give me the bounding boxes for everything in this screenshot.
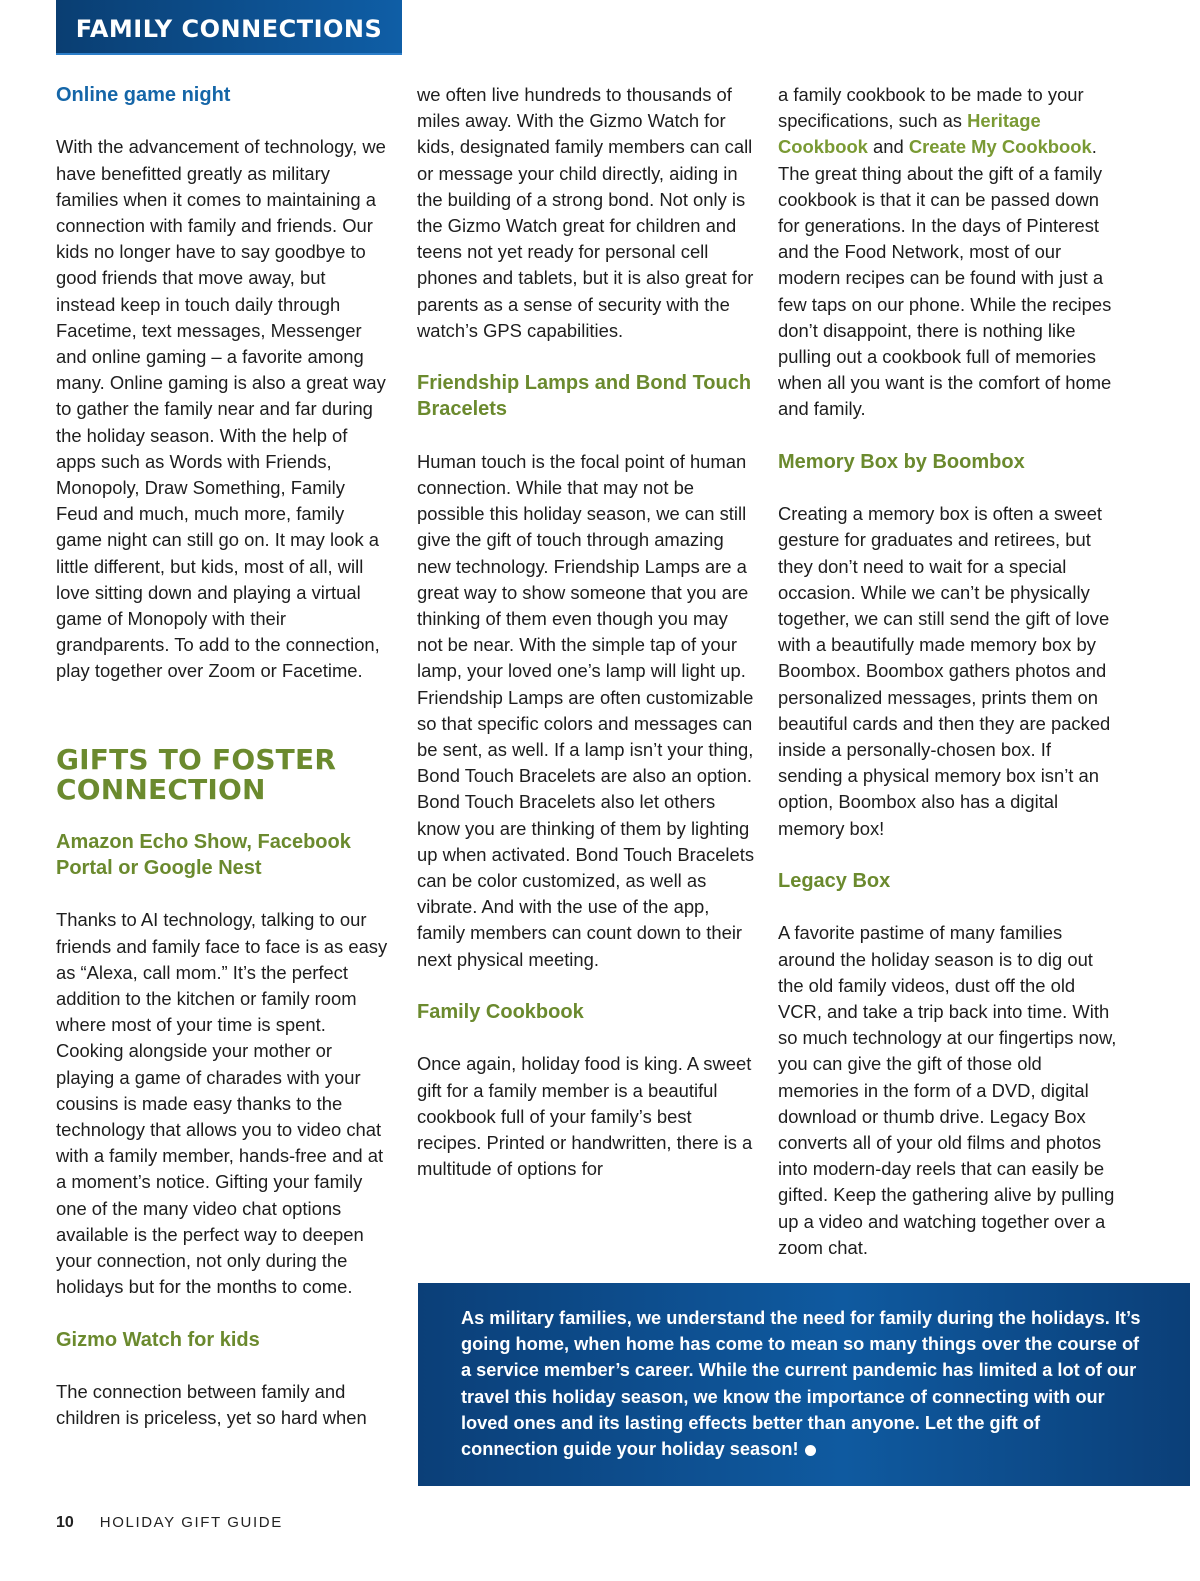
section-banner: FAMILY CONNECTIONS xyxy=(56,0,402,55)
text-span: . The great thing about the gift of a family cookbook is that it can be passed down for generations. In the days of Pinterest and the Food Network, most of our modern recipes can be found with just a few taps on our phone. While the recipes don’t disappoint, there is nothing like pulling out a cookbook full of memories when all you want is the comfort of home and family. xyxy=(778,136,1112,420)
heading-friendship-lamps: Friendship Lamps and Bond Touch Bracelets xyxy=(417,372,752,421)
heading-gizmo-watch: Gizmo Watch for kids xyxy=(56,1328,260,1351)
text-span: and xyxy=(867,136,909,158)
paragraph-family-cookbook: Once again, holiday food is king. A sweet gift for a family member is a beautiful cookbook full of your family’s best recipes. Printed or handwritten, there is a multitude of options for xyxy=(417,1053,753,1180)
paragraph-gizmo-watch-continued: we often live hundreds to thousands of miles away. With the Gizmo Watch for kids, designated family members can call or message your child directly, aiding in the building of a strong bond. Not only is the Gizmo Watch great for children and teens not yet ready for personal cell phones and tablets, but it is also great for parents as a sense of security with the watch’s GPS capabilities. xyxy=(417,84,754,341)
heading-legacy-box: Legacy Box xyxy=(778,870,891,893)
heading-memory-box: Memory Box by Boombox xyxy=(778,450,1025,473)
paragraph-legacy-box: A favorite pastime of many families around the holiday season is to dig out the old family videos, dust off the old VCR, and take a trip back into time. With so much technology at our fingertips now, you can give the gift of those old memories in the form of a DVD, digital download or thumb drive. Legacy Box converts all of your old films and photos into modern-day reels that can easily be gifted. Keep the gathering alive by pulling up a video and watching together over a zoom chat. xyxy=(778,922,1117,1258)
heading-online-game-night: Online game night xyxy=(56,84,231,106)
heading-gifts-to-foster-connection: GIFTS TO FOSTER CONNECTION xyxy=(56,742,337,806)
spacer xyxy=(56,711,388,745)
paragraph-gizmo-watch: The connection between family and children is priceless, yet so hard when xyxy=(56,1381,367,1429)
paragraph-online-game-night: With the advancement of technology, we have benefitted greatly as military families when it comes to maintaining a connection with family and friends. Our kids no longer have to say goodbye to good friends that move away, but instead keep in touch daily through Facetime, text messages, Messenger and online gaming – a favorite among many. Online gaming is also a great way to gather the family near and far during the holiday season. With the help of apps such as Words with Friends, Monopoly, Draw Something, Family Feud and much, much more, family game night can still go on. It may look a little different, but kids, most of all, will love sitting down and playing a virtual game of Monopoly with their grandparents. To add to the connection, play together over Zoom or Facetime. xyxy=(56,136,386,682)
callout-box xyxy=(418,1283,1190,1486)
column-3 xyxy=(778,82,1118,1261)
text-span: a family cookbook to be made to your specifications, such as xyxy=(778,84,1084,132)
paragraph-memory-box: Creating a memory box is often a sweet gesture for graduates and retirees, but they don’t need to wait for a special occasion. While we can’t be physically together, we can still send the gift of love with a beautifully made memory box by Boombox. Boombox gathers photos and personalized messages, prints them on beautiful cards and then they are packed inside a personally-chosen box. If sending a physical memory box isn’t an option, Boombox also has a digital memory box! xyxy=(778,503,1111,839)
paragraph-echo-portal-nest: Thanks to AI technology, talking to our friends and family face to face is as easy as “Alexa, call mom.” It’s the perfect addition to the kitchen or family room where most of your time is spent. Cooking alongside your mother or playing a game of charades with your cousins is made easy thanks to the technology that allows you to video chat with a family member, hands-free and at a moment’s notice. Gifting your family one of the many video chat options available is the perfect way to deepen your connection, not only during the holidays but for the months to come. xyxy=(56,909,388,1298)
column-1 xyxy=(56,82,388,1431)
link-create-my-cookbook[interactable]: Create My Cookbook xyxy=(908,136,1092,158)
paragraph-friendship-lamps: Human touch is the focal point of human connection. While that may not be possible this holiday season, we can still give the gift of touch through amazing new technology. Friendship Lamps are a great way to show someone that you are thinking of them even though you may not be near. With the simple tap of your lamp, your loved one’s lamp will light up. Friendship Lamps are often customizable so that specific colors and messages can be sent, as well. If a lamp isn’t your thing, Bond Touch Bracelets are also an option. Bond Touch Bracelets also let others know you are thinking of them by lighting up when activated. Bond Touch Bracelets can be color customized, as well as vibrate. And with the use of the app, family members can count down to their next physical meeting. xyxy=(417,450,755,970)
column-2 xyxy=(417,82,757,1182)
heading-echo-portal-nest: Amazon Echo Show, Facebook Portal or Google Nest xyxy=(56,830,351,880)
link-heritage-cookbook[interactable]: Heritage Cookbook xyxy=(778,110,1041,158)
paragraph-family-cookbook-continued xyxy=(778,82,1118,423)
publication-title: HOLIDAY GIFT GUIDE xyxy=(99,1514,283,1531)
end-bullet-icon xyxy=(805,1445,816,1456)
callout-text xyxy=(461,1305,1141,1462)
page-footer xyxy=(56,1514,283,1532)
page-number: 10 xyxy=(56,1514,74,1531)
heading-family-cookbook: Family Cookbook xyxy=(417,1001,584,1024)
callout-text-span: As military families, we understand the need for family during the holidays. It’s going home, when home has come to mean so many things over the course of a service member’s career. While the current pandemic has limited a lot of our travel this holiday season, we know the importance of connecting with our loved ones and its lasting effects better than anyone. Let the gift of connection guide your holiday season! xyxy=(461,1308,1141,1460)
